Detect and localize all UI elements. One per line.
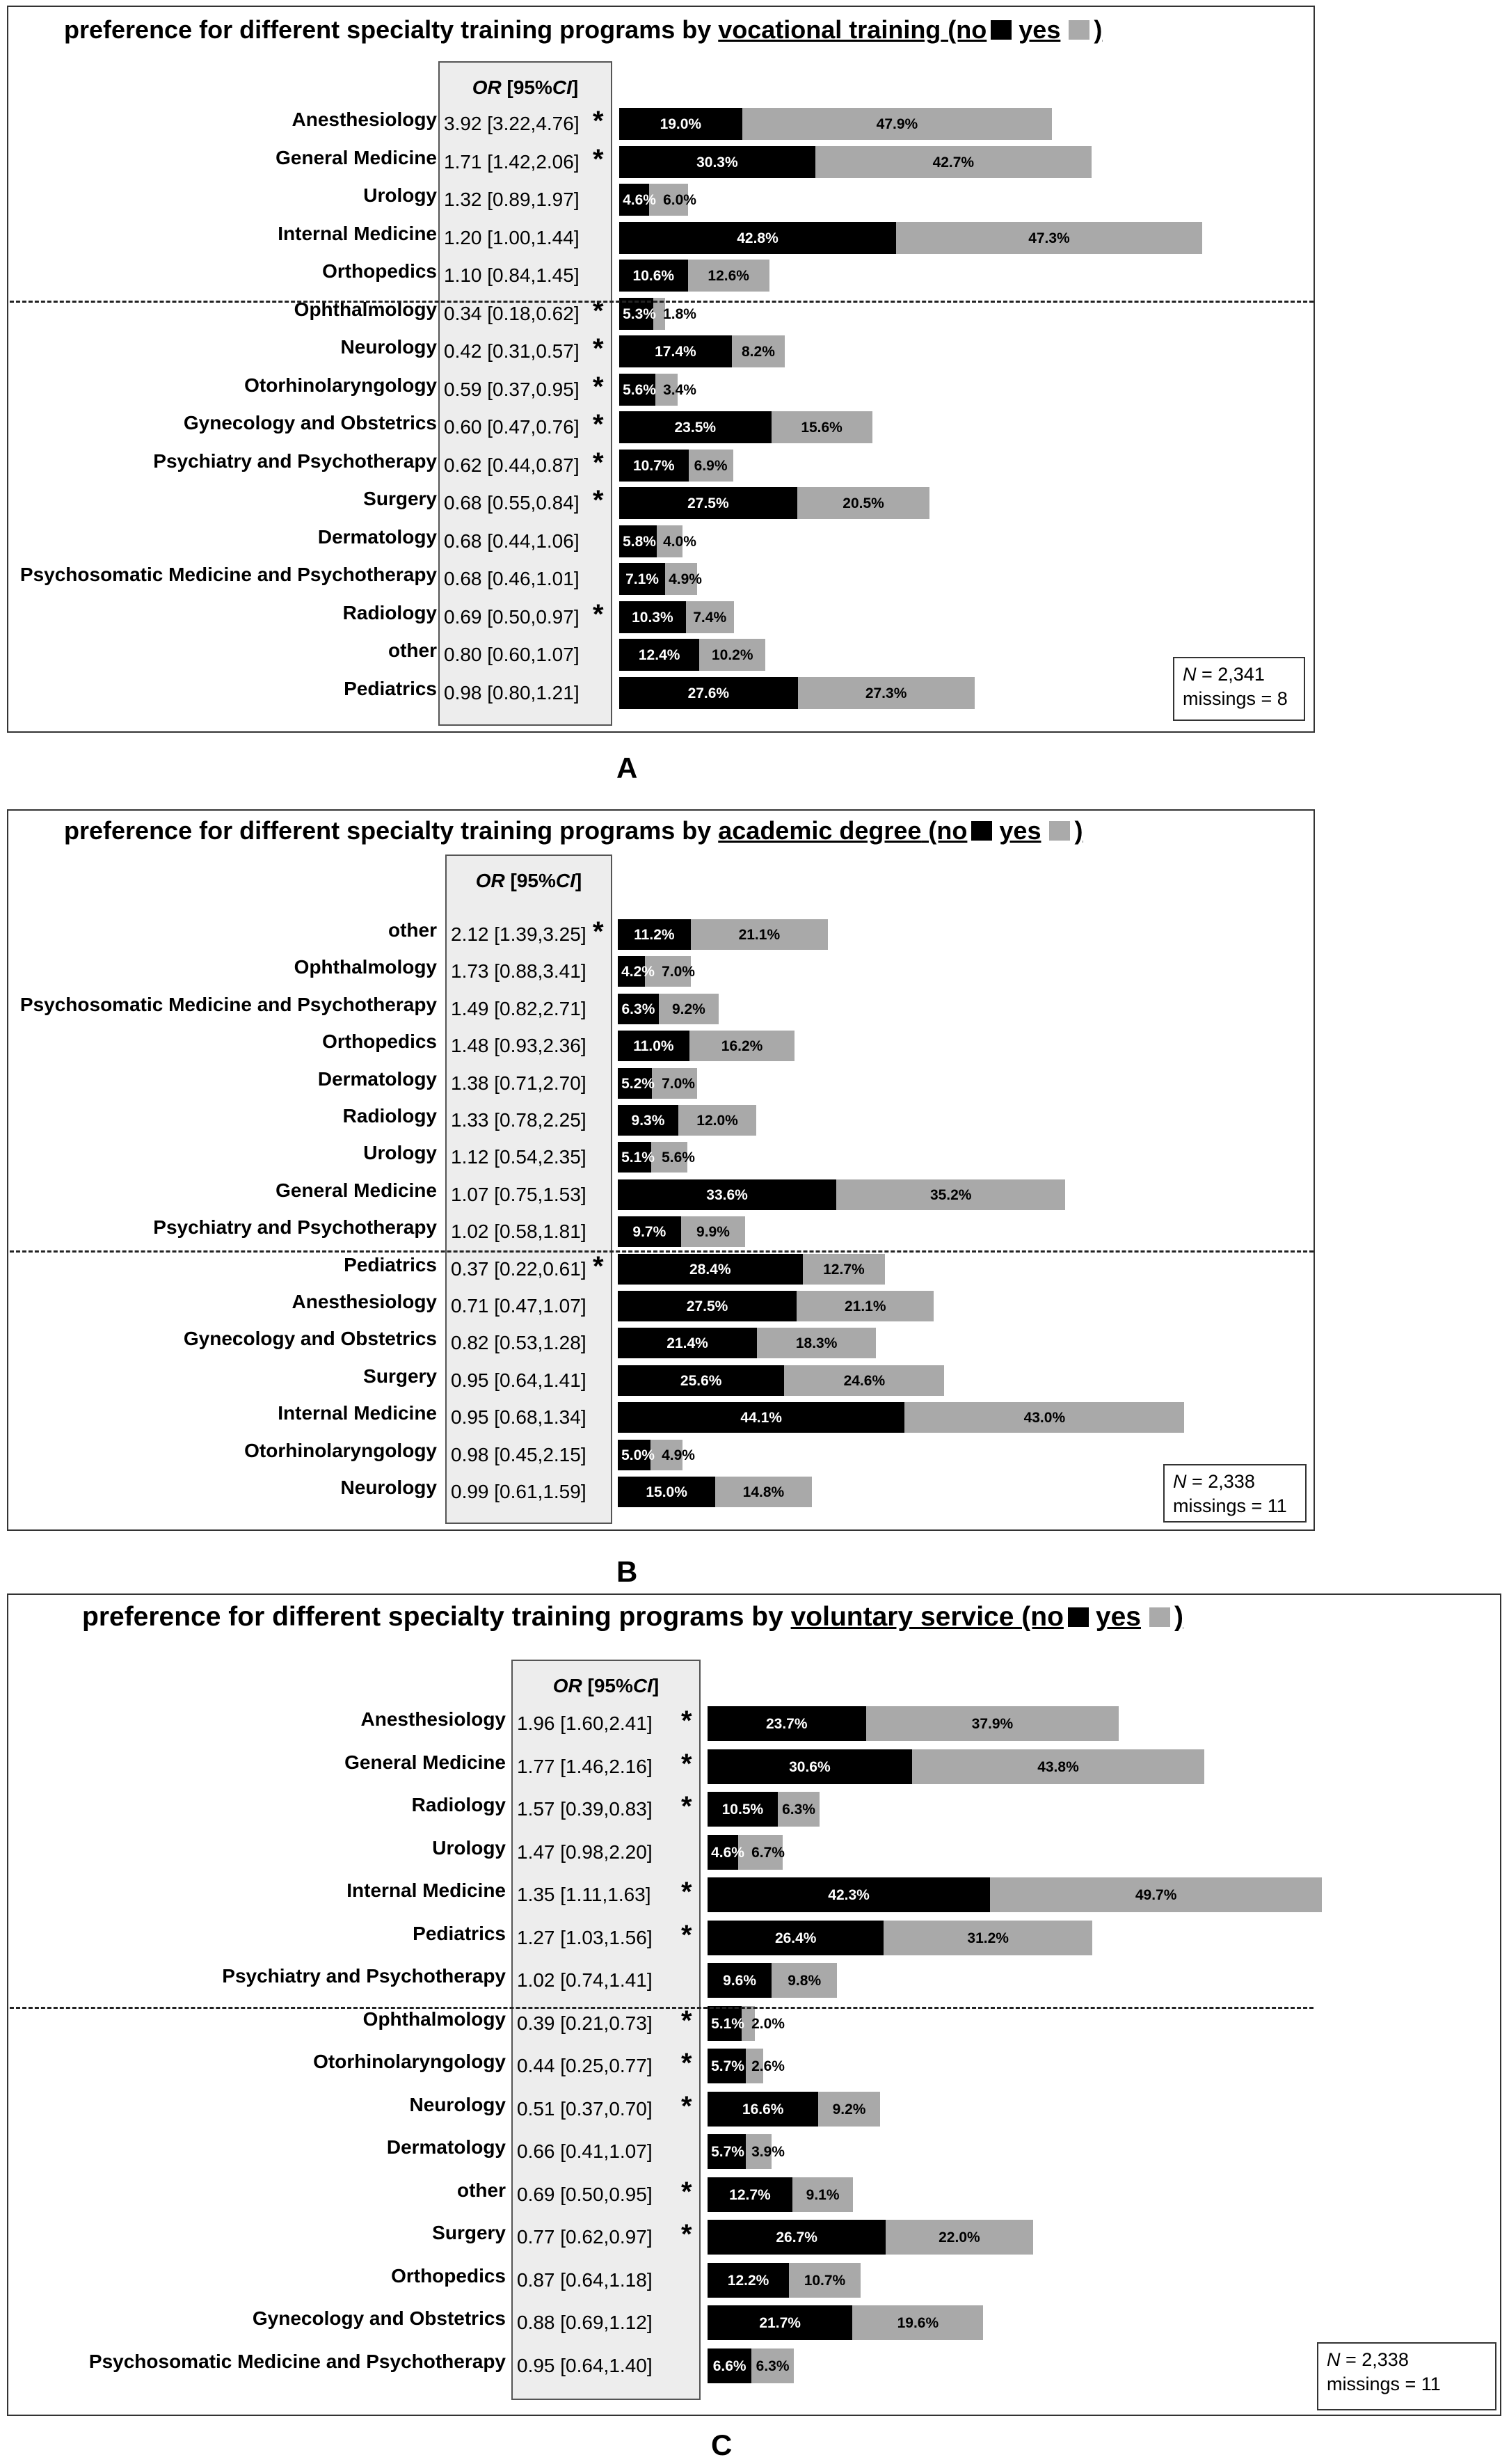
odds-ratio-value: 0.68 [0.55,0.84]	[444, 492, 580, 514]
category-label: Psychiatry and Psychotherapy	[153, 1216, 437, 1239]
odds-ratio-value: 0.95 [0.68,1.34]	[451, 1406, 586, 1429]
bar-yes-label: 6.0%	[663, 192, 696, 208]
bar-no-label: 6.6%	[712, 2358, 746, 2374]
bar-no-label: 6.3%	[621, 1001, 655, 1017]
odds-ratio-value: 1.35 [1.11,1.63]	[517, 1884, 651, 1905]
category-label: Ophthalmology	[294, 956, 437, 978]
bar-yes-label: 27.3%	[865, 685, 907, 701]
n-label: N	[1173, 1471, 1187, 1492]
legend-yes-label: yes	[1095, 1602, 1141, 1632]
missings: missings = 8	[1183, 688, 1288, 710]
bar-yes-label: 4.9%	[662, 1447, 695, 1463]
sample-size	[1173, 1470, 1297, 1494]
significance-marker: *	[681, 1791, 692, 1822]
odds-ratio-value: 0.87 [0.64,1.18]	[517, 2268, 653, 2291]
bar-yes-label: 7.0%	[662, 964, 695, 980]
category-label: Surgery	[432, 2222, 506, 2243]
odds-ratio-value: 1.71 [1.42,2.06]	[444, 150, 580, 173]
bar-yes-label: 3.4%	[663, 381, 696, 398]
significance-marker: *	[593, 409, 604, 440]
title-variable-text: academic degree	[718, 816, 922, 845]
bar-no-label: 15.0%	[646, 1484, 687, 1500]
category-label: Psychiatry and Psychotherapy	[153, 450, 437, 472]
bar-no-label: 28.4%	[689, 1261, 731, 1278]
odds-ratio-value: 1.32 [0.89,1.97]	[444, 189, 580, 210]
bar-yes-label: 18.3%	[795, 1335, 838, 1352]
significance-marker: *	[681, 2219, 692, 2250]
or-header-rest: [95%	[582, 1675, 633, 1696]
odds-ratio-value: 1.38 [0.71,2.70]	[451, 1072, 586, 1094]
odds-ratio-value: 0.51 [0.37,0.70]	[517, 2097, 653, 2120]
significance-marker: *	[593, 333, 604, 364]
title-variable-text: voluntary service	[790, 1602, 1014, 1632]
bar-no-label: 4.6%	[711, 1844, 744, 1861]
bar-no-label: 19.0%	[660, 116, 702, 132]
bar-no-label: 9.7%	[632, 1224, 666, 1241]
significance-marker: *	[681, 1748, 692, 1779]
or-header	[445, 870, 612, 892]
bar-yes-label: 12.7%	[823, 1261, 865, 1278]
significance-marker: *	[681, 2048, 692, 2078]
sample-size-box	[1163, 1464, 1307, 1523]
bar-no-label: 5.1%	[621, 1150, 655, 1166]
bar-yes-label: 14.8%	[742, 1484, 785, 1500]
bar-no-label: 5.8%	[623, 533, 656, 550]
panel-label: C	[711, 2429, 733, 2461]
bar-no-label: 12.2%	[727, 2272, 769, 2289]
n-value: = 2,338	[1340, 2349, 1409, 2370]
category-label: Pediatrics	[344, 1253, 437, 1275]
bar-yes-label: 7.4%	[693, 609, 727, 626]
bar-yes-label: 15.6%	[801, 420, 843, 436]
bar-yes-label: 37.9%	[971, 1716, 1014, 1732]
legend-open: (no	[1014, 1602, 1064, 1632]
significance-marker: *	[593, 295, 604, 326]
odds-ratio-value: 0.99 [0.61,1.59]	[451, 1481, 586, 1502]
category-label: Psychosomatic Medicine and Psychotherapy	[19, 564, 437, 585]
bar-no-label: 10.5%	[721, 1802, 764, 1818]
n-value: = 2,341	[1196, 664, 1265, 685]
sample-size-box	[1173, 657, 1305, 721]
bar-yes-label: 7.0%	[662, 1075, 695, 1092]
chart-title	[82, 1602, 1183, 1632]
odds-ratio-value: 0.60 [0.47,0.76]	[444, 416, 580, 438]
bar-yes-label: 2.6%	[751, 2058, 785, 2074]
bar-yes-label: 43.8%	[1037, 1758, 1079, 1775]
category-label: Radiology	[342, 1105, 437, 1127]
odds-ratio-value: 0.44 [0.25,0.77]	[517, 2055, 653, 2076]
odds-ratio-value: 1.48 [0.93,2.36]	[451, 1035, 586, 1057]
category-label: Urology	[363, 1142, 437, 1164]
or-header-close: ]	[652, 1675, 660, 1696]
bar-no-label: 5.0%	[621, 1447, 655, 1463]
n-value: = 2,338	[1186, 1471, 1255, 1492]
bar-yes-label: 4.0%	[663, 533, 696, 550]
odds-ratio-value: 0.34 [0.18,0.62]	[444, 302, 580, 324]
odds-ratio-value: 1.96 [1.60,2.41]	[517, 1712, 653, 1734]
category-label: Orthopedics	[391, 2264, 506, 2287]
significance-marker: *	[681, 1877, 692, 1907]
category-label: Gynecology and Obstetrics	[183, 1328, 437, 1350]
bar-no-label: 10.3%	[632, 609, 673, 626]
bar-yes-label: 12.6%	[708, 268, 749, 284]
bar-no-label: 5.7%	[711, 2144, 744, 2160]
missings: missings = 11	[1327, 2374, 1441, 2395]
significance-marker: *	[593, 598, 604, 630]
bar-yes-label: 21.1%	[844, 1298, 886, 1314]
sample-size-box	[1317, 2342, 1496, 2410]
category-label: Orthopedics	[322, 260, 437, 282]
bar-no-label: 5.2%	[621, 1075, 655, 1092]
bar-no-label: 23.7%	[765, 1716, 808, 1732]
title-prefix: preference for different specialty training programs by	[64, 15, 719, 44]
significance-marker: *	[681, 1706, 692, 1736]
or-header-rest: [95%	[501, 77, 552, 98]
odds-ratio-value: 0.82 [0.53,1.28]	[451, 1332, 586, 1354]
or-header-rest: [95%	[504, 870, 556, 891]
bar-yes-label: 6.3%	[756, 2358, 790, 2374]
bar-yes-label: 6.7%	[751, 1844, 785, 1861]
category-label: other	[388, 919, 437, 941]
category-label: Neurology	[340, 336, 437, 358]
odds-ratio-value: 0.95 [0.64,1.41]	[451, 1369, 586, 1391]
bar-yes-label: 21.1%	[738, 927, 781, 943]
odds-ratio-value: 1.33 [0.78,2.25]	[451, 1109, 586, 1131]
significance-marker: *	[593, 371, 604, 402]
category-label: Ophthalmology	[362, 2008, 506, 2030]
bar-no-label: 5.3%	[623, 305, 656, 322]
bar-yes-label: 43.0%	[1023, 1410, 1066, 1426]
bar-yes-label: 9.2%	[832, 2101, 866, 2117]
odds-ratio-value: 0.62 [0.44,0.87]	[444, 454, 580, 476]
odds-ratio-value: 1.27 [1.03,1.56]	[517, 1926, 653, 1948]
bar-yes-label: 31.2%	[967, 1930, 1009, 1946]
chart-title	[64, 15, 1102, 45]
category-label: Otorhinolaryngology	[244, 374, 437, 396]
bar-no-label: 9.6%	[723, 1973, 757, 1989]
bar-yes-label: 10.7%	[804, 2272, 846, 2289]
or-header-italic: OR	[472, 77, 502, 98]
significance-marker: *	[593, 143, 604, 175]
significance-marker: *	[681, 1919, 692, 1950]
sample-size	[1183, 662, 1295, 687]
or-header	[438, 77, 612, 99]
legend-yes-swatch	[1149, 1607, 1170, 1627]
bar-no-label: 25.6%	[680, 1372, 722, 1389]
significance-marker: *	[593, 916, 604, 947]
bar-yes-label: 9.8%	[788, 1973, 822, 1989]
category-label: Orthopedics	[322, 1031, 437, 1053]
odds-ratio-value: 1.73 [0.88,3.41]	[451, 960, 586, 983]
category-label: Psychiatry and Psychotherapy	[222, 1965, 506, 1987]
odds-ratio-value: 0.68 [0.46,1.01]	[444, 568, 580, 589]
bar-yes-label: 5.6%	[662, 1150, 695, 1166]
odds-ratio-value: 0.66 [0.41,1.07]	[517, 2140, 653, 2162]
category-label: other	[457, 2179, 506, 2201]
significance-marker: *	[593, 1250, 604, 1282]
legend-yes-label: yes	[999, 816, 1041, 845]
chart-title	[64, 816, 1083, 845]
odds-ratio-value: 0.98 [0.45,2.15]	[451, 1443, 586, 1465]
n-label: N	[1327, 2349, 1341, 2370]
category-label: Urology	[432, 1836, 506, 1859]
legend-yes-swatch	[1069, 20, 1089, 40]
legend-close: )	[1094, 15, 1103, 44]
title-variable-text: vocational training	[718, 15, 941, 44]
odds-ratio-value: 0.37 [0.22,0.61]	[451, 1257, 586, 1280]
title-variable	[718, 816, 1083, 845]
category-label: Radiology	[411, 1794, 506, 1815]
bar-no-label: 5.1%	[711, 2015, 744, 2032]
odds-ratio-value: 0.88 [0.69,1.12]	[517, 2312, 653, 2333]
category-label: Internal Medicine	[346, 1879, 506, 1901]
category-label: Gynecology and Obstetrics	[183, 412, 437, 434]
group-separator	[10, 2007, 1314, 2009]
legend-yes-label: yes	[1019, 15, 1061, 44]
legend-open: (no	[941, 15, 987, 44]
or-header-italic: OR	[475, 870, 505, 891]
or-header-ci: CI	[632, 1675, 653, 1696]
odds-ratio-value: 1.77 [1.46,2.16]	[517, 1755, 653, 1777]
or-header-close: ]	[571, 77, 579, 98]
bar-yes-label: 6.3%	[782, 1802, 815, 1818]
category-label: Dermatology	[317, 1067, 437, 1090]
bar-no-label: 30.3%	[696, 154, 738, 170]
category-label: Neurology	[409, 2093, 506, 2115]
odds-ratio-value: 0.59 [0.37,0.95]	[444, 378, 580, 400]
category-label: Psychosomatic Medicine and Psychotherapy	[19, 993, 437, 1015]
odds-ratio-value: 2.12 [1.39,3.25]	[451, 923, 586, 945]
category-label: Urology	[363, 184, 437, 206]
bar-no-label: 33.6%	[706, 1186, 748, 1203]
odds-ratio-value: 1.57 [0.39,0.83]	[517, 1798, 653, 1820]
significance-marker: *	[681, 2090, 692, 2122]
category-label: other	[388, 639, 437, 661]
significance-marker: *	[681, 2176, 692, 2207]
category-label: Gynecology and Obstetrics	[252, 2307, 506, 2329]
bar-no-label: 26.7%	[776, 2229, 817, 2246]
legend-close: )	[1074, 816, 1083, 845]
significance-marker: *	[593, 106, 604, 136]
category-label: Radiology	[342, 601, 437, 623]
legend-no-swatch	[971, 821, 992, 841]
sample-size	[1327, 2348, 1487, 2372]
bar-no-label: 5.6%	[623, 381, 656, 398]
missings: missings = 11	[1173, 1495, 1287, 1517]
category-label: Pediatrics	[344, 677, 437, 699]
legend-no-swatch	[1068, 1607, 1089, 1627]
bar-no-label: 11.0%	[633, 1038, 674, 1055]
odds-ratio-value: 0.77 [0.62,0.97]	[517, 2226, 653, 2248]
bar-yes-label: 8.2%	[742, 344, 775, 360]
odds-ratio-value: 0.95 [0.64,1.40]	[517, 2354, 653, 2376]
category-label: Internal Medicine	[278, 1402, 437, 1424]
odds-ratio-value: 3.92 [3.22,4.76]	[444, 113, 580, 134]
bar-no-label: 23.5%	[674, 420, 717, 436]
bar-no-label: 27.6%	[687, 685, 730, 701]
category-label: Otorhinolaryngology	[244, 1439, 437, 1461]
bar-no-label: 26.4%	[774, 1930, 817, 1946]
bar-no-label: 9.3%	[631, 1113, 665, 1129]
bar-no-label: 7.1%	[625, 571, 659, 587]
bar-yes-label: 20.5%	[843, 495, 884, 511]
bar-yes-label: 9.2%	[671, 1001, 705, 1017]
bar-no-label: 4.2%	[621, 964, 655, 980]
odds-ratio-value: 1.12 [0.54,2.35]	[451, 1146, 586, 1168]
bar-no-label: 5.7%	[711, 2058, 744, 2074]
bar-no-label: 21.7%	[759, 2315, 801, 2331]
bar-yes-label: 49.7%	[1135, 1887, 1177, 1903]
bar-no-label: 21.4%	[666, 1335, 708, 1352]
panel-label: B	[616, 1555, 638, 1588]
category-label: Anesthesiology	[360, 1708, 506, 1730]
bar-yes-label: 22.0%	[939, 2229, 980, 2246]
bar-no-label: 27.5%	[687, 495, 729, 511]
bar-yes-label: 19.6%	[897, 2315, 939, 2331]
or-header-ci: CI	[555, 870, 575, 891]
category-label: Neurology	[340, 1477, 437, 1498]
bar-no-label: 12.4%	[638, 647, 680, 663]
category-label: Ophthalmology	[294, 298, 437, 320]
odds-ratio-value: 1.10 [0.84,1.45]	[444, 264, 580, 286]
bar-no-label: 11.2%	[634, 927, 675, 943]
or-header-italic: OR	[552, 1675, 582, 1696]
odds-ratio-value: 0.80 [0.60,1.07]	[444, 644, 580, 665]
category-label: Psychosomatic Medicine and Psychotherapy	[88, 2350, 506, 2372]
odds-ratio-value: 1.47 [0.98,2.20]	[517, 1841, 653, 1863]
category-label: General Medicine	[276, 146, 437, 168]
bar-no-label: 44.1%	[740, 1410, 782, 1426]
bar-yes-label: 9.1%	[806, 2186, 840, 2203]
bar-no-label: 17.4%	[655, 344, 696, 360]
odds-ratio-value: 1.02 [0.58,1.81]	[451, 1221, 586, 1243]
category-label: General Medicine	[344, 1751, 506, 1773]
category-label: Anesthesiology	[292, 109, 437, 130]
odds-ratio-value: 0.71 [0.47,1.07]	[451, 1295, 586, 1317]
bar-no-label: 30.6%	[789, 1758, 831, 1775]
odds-ratio-value: 0.68 [0.44,1.06]	[444, 530, 580, 552]
bar-yes-label: 47.3%	[1028, 230, 1070, 246]
or-header-ci: CI	[552, 77, 572, 98]
category-label: Surgery	[363, 1365, 437, 1387]
significance-marker: *	[681, 2005, 692, 2036]
title-prefix: preference for different specialty training programs by	[64, 816, 719, 845]
bar-yes-label: 16.2%	[721, 1038, 763, 1055]
bar-yes-label: 6.9%	[694, 457, 728, 474]
category-label: Dermatology	[386, 2136, 506, 2158]
odds-ratio-value: 1.49 [0.82,2.71]	[451, 997, 586, 1019]
bar-yes-label: 24.6%	[843, 1372, 886, 1389]
bar-no-label: 10.7%	[632, 457, 675, 474]
category-label: General Medicine	[276, 1179, 437, 1201]
legend-close: )	[1174, 1602, 1183, 1632]
bar-no-label: 27.5%	[686, 1298, 728, 1314]
odds-ratio-value: 0.98 [0.80,1.21]	[444, 681, 580, 704]
bar-yes-label: 4.9%	[669, 571, 702, 587]
category-label: Dermatology	[317, 525, 437, 548]
odds-ratio-value: 1.07 [0.75,1.53]	[451, 1183, 586, 1205]
bar-no-label: 12.7%	[729, 2186, 771, 2203]
or-header-close: ]	[575, 870, 582, 891]
bar-no-label: 42.8%	[737, 230, 779, 246]
legend-no-swatch	[991, 20, 1012, 40]
bar-yes-label: 47.9%	[876, 116, 918, 132]
title-prefix: preference for different specialty training programs by	[82, 1602, 791, 1632]
category-label: Surgery	[363, 488, 437, 509]
odds-ratio-value: 0.42 [0.31,0.57]	[444, 340, 580, 362]
bar-yes-label: 12.0%	[696, 1113, 738, 1129]
group-separator	[10, 1250, 1314, 1253]
bar-yes-label: 2.0%	[751, 2015, 785, 2032]
group-separator	[10, 301, 1314, 303]
significance-marker: *	[593, 485, 604, 516]
odds-ratio-value: 1.20 [1.00,1.44]	[444, 226, 580, 248]
bar-yes-label: 9.9%	[696, 1224, 730, 1241]
bar-no-label: 42.3%	[828, 1887, 870, 1903]
bar-no-label: 10.6%	[632, 268, 675, 284]
bar-yes-label: 42.7%	[932, 154, 975, 170]
category-label: Otorhinolaryngology	[313, 2051, 506, 2072]
bar-no-label: 4.6%	[623, 192, 656, 208]
bar-yes-label: 1.8%	[663, 305, 696, 322]
category-label: Anesthesiology	[292, 1291, 437, 1312]
title-variable	[791, 1602, 1183, 1632]
significance-marker: *	[593, 447, 604, 478]
panel-label: A	[616, 752, 638, 784]
title-variable	[718, 15, 1102, 44]
odds-ratio-value: 0.69 [0.50,0.95]	[517, 2183, 653, 2205]
odds-ratio-value: 0.69 [0.50,0.97]	[444, 605, 580, 628]
bar-yes-label: 35.2%	[929, 1186, 972, 1203]
category-label: Internal Medicine	[278, 222, 437, 244]
n-label: N	[1183, 664, 1197, 685]
legend-yes-swatch	[1049, 821, 1070, 841]
bar-yes-label: 10.2%	[711, 647, 753, 663]
bar-yes-label: 3.9%	[751, 2144, 785, 2160]
or-header	[511, 1675, 701, 1697]
bar-no-label: 16.6%	[742, 2101, 784, 2117]
odds-ratio-value: 0.39 [0.21,0.73]	[517, 2012, 653, 2034]
category-label: Pediatrics	[413, 1922, 506, 1944]
legend-open: (no	[921, 816, 968, 845]
odds-ratio-value: 1.02 [0.74,1.41]	[517, 1969, 653, 1991]
